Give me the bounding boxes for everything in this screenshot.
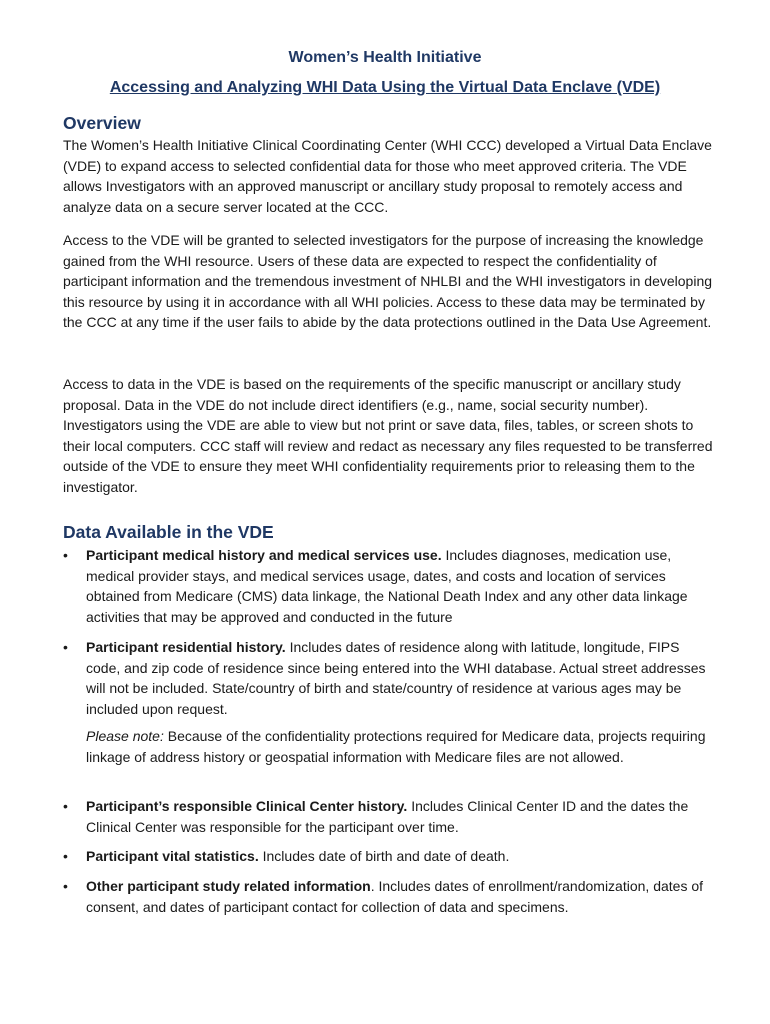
bullet-icon: • bbox=[63, 798, 68, 814]
list-item bbox=[63, 545, 713, 627]
list-item bbox=[63, 796, 713, 837]
list-item-title: Participant’s responsible Clinical Center history. bbox=[86, 798, 408, 814]
list-item bbox=[63, 846, 713, 867]
data-available-heading: Data Available in the VDE bbox=[63, 522, 274, 542]
list-item-title: Participant residential history. bbox=[86, 639, 286, 655]
list-item-text: Includes diagnoses, medication use, medical provider stays, and medical services usage, dates, and costs and location of services obtained from Medicare (CMS) data linkage, the National Death Index and any other data linkage activities that may be approved and conducted in the future bbox=[86, 547, 688, 625]
note-label: Please note: bbox=[86, 728, 164, 744]
list-item-text: Includes date of birth and date of death. bbox=[258, 848, 510, 864]
bullet-icon: • bbox=[63, 848, 68, 864]
bullet-icon: • bbox=[63, 547, 68, 563]
list-item-title: Other participant study related information bbox=[86, 878, 371, 894]
please-note bbox=[86, 726, 706, 767]
list-item bbox=[63, 876, 713, 917]
overview-paragraph-1: The Women’s Health Initiative Clinical Coordinating Center (WHI CCC) developed a Virtual Data Enclave (VDE) to expand access to selected confidential data for those who meet approved criteria. The VDE allows Investigators with an approved manuscript or ancillary study proposal to remotely access and analyze data on a secure server located at the CCC. bbox=[63, 137, 712, 215]
bullet-icon: • bbox=[63, 878, 68, 894]
overview-heading: Overview bbox=[63, 113, 141, 133]
list-item-text: Includes Clinical Center ID and the dates the Clinical Center was responsible for the participant over time. bbox=[86, 798, 689, 835]
overview-paragraph-2: Access to the VDE will be granted to selected investigators for the purpose of increasing the knowledge gained from the WHI resource. Users of these data are expected to respect the confidentiality of participant information and the tremendous investment of NHLBI and the WHI investigators in developing this resource by using it in accordance with all WHI policies. Access to these data may be terminated by the CCC at any time if the user fails to abide by the data protections outlined in the Data Use Agreement. bbox=[63, 232, 713, 330]
list-item bbox=[63, 637, 713, 719]
note-text: Because of the confidentiality protections required for Medicare data, projects requiring linkage of address history or geospatial information with Medicare files are not allowed. bbox=[86, 728, 706, 765]
list-item-title: Participant vital statistics. bbox=[86, 848, 259, 864]
bullet-icon: • bbox=[63, 639, 68, 655]
list-item-text: . Includes dates of enrollment/randomization, dates of consent, and dates of participant contact for collection of data and specimens. bbox=[86, 878, 704, 915]
document-title: Women’s Health Initiative bbox=[288, 49, 482, 66]
overview-paragraph-3: Access to data in the VDE is based on the requirements of the specific manuscript or ancillary study proposal. Data in the VDE do not include direct identifiers (e.g., name, social security number). Investigators using the VDE are able to view but not print or save data, files, tables, or screen shots to their local computers. CCC staff will review and redact as necessary any files requested to be transferred outside of the VDE to ensure they meet WHI confidentiality requirements prior to releasing them to the investigator. bbox=[63, 376, 713, 495]
list-item-text: Includes dates of residence along with latitude, longitude, FIPS code, and zip code of residence since being entered into the WHI database. Actual street addresses will not be included. State/country of birth and state/country of residence at various ages may be included upon request. bbox=[86, 639, 706, 717]
list-item-title: Participant medical history and medical services use. bbox=[86, 547, 442, 563]
document-subtitle: Accessing and Analyzing WHI Data Using the Virtual Data Enclave (VDE) bbox=[109, 79, 661, 96]
